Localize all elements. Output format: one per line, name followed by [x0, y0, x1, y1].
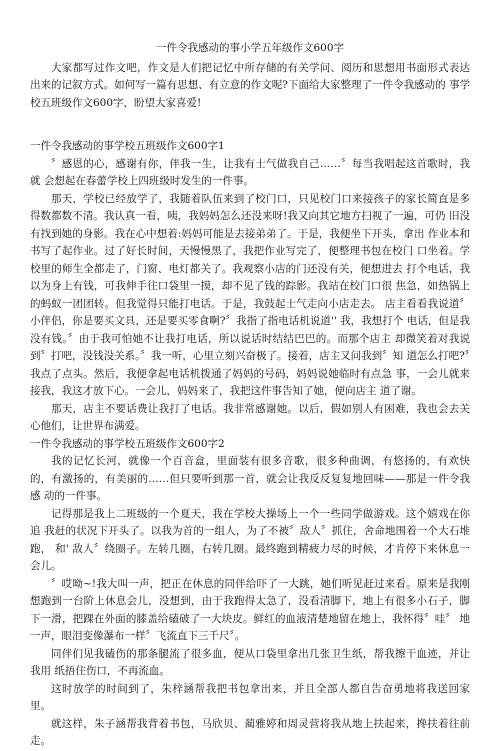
section-2-paragraph-4: 同伴们见我磕伤的那条腿流了很多血，便从口袋里拿出几张卫生纸，帮我擦干血迹，并让我用 纸捂住伤口，不再流血。: [30, 647, 470, 677]
intro-paragraph: 大家都写过作文吧，作文是人们把记忆中所存储的有关学问、阅历和思想用书面形式表达 出来的记叙方式。如何写一篇有思想、有立意的作文呢?下面给大家整理了一件令我感动的 事学校五班级作文600字，盼望大家喜爱!: [30, 61, 470, 109]
section-heading-2: 一件令我感动的事学校五班级作文600字2: [30, 437, 225, 450]
section-2-paragraph-3: 〞哎呦~!我大叫一声，把正在休息的同伴给吓了一大跳，她们听见赶过来看。原来是我刚 想跑到一台阶上休息会儿，没想到，由于我跑得太急了，没看清脚下，地上有很多小石子，脚下一滑，把踝在外面的膝盖给磕破了一大块皮。鲜红的血液清楚地留在地上，我怀得〞哇〞 地一声，眼泪变像瀑布一样〞飞流直下三千尺〞。: [30, 577, 470, 642]
section-gap: [30, 112, 470, 138]
section-1-paragraph-3: 那天，店主不要话费让我打了电话。我非常感谢她。以后，假如别人有困难，我也会去关 心他们，让世界布满爱。: [30, 402, 470, 432]
section-2-paragraph-2: 记得那是我上二班级的一个夏天，我在学校大操场上一个一些同学做游戏。这个嬉戏在你追 我赶的状况下开头了。以我为首的一组人，为了不被〞敌人〞抓住，舍命地围着一个大石堆跑， 和' 敌人〞绕圈子。左转几圈，右转几圈。最终跑到精疲力尽的时候，才肯停下来休息一会儿。: [30, 507, 470, 572]
section-1-paragraph-2: 那天，学校已经放学了，我随着队伍来到了校门口，只见校门口来接孩子的家长简直是多 得数都数不清。我认真一看，咦，我妈妈怎么还没来呀!我又向其它地方扫视了一遍，可仍 旧没有找到她的身影。我在心中想着:妈妈可能是去接弟弟了。于是，我便坐下开头，拿出 作业本和书写了起作业。过了好长时间，天慢慢黑了，我把作业写完了，便整理书包在校门 口坐着。学校里的师生全都走了，门窗、电灯都关了。我观察小店的门还没有关，便想进去 打个电话，我以为身上有钱，可我伸手往口袋里一摸，却不见了钱的踪影。我站在校门口很 焦急，如热锅上的蚂蚁一团团转。但我觉得只能打电话。于是，我鼓起士气走向小店走去。 店主看看我说道〞小伴侣，你是要买文具，还是要买零食啊?〞我指了指电话机说道'' 我，我想打个 电话，但是我没有钱。〞由于我可怕她不让我打电话，所以说话时结结巴巴的。而那个店主 却微笑着对我说到〞打吧，没钱没关系。〞我一听，心里立刻兴奋极了。接着，店主又问我到〞知 道怎么打吧?〞我点了点头。然后，我便拿起电话机拨通了妈妈的号码，妈妈说她临时有点急 事，一会儿就来接我，我这才放下心。一会儿，妈妈来了，我把这件事告知了她，便向店主 道了谢。: [30, 192, 470, 397]
section-2-paragraph-6: 就这样，朱子涵帮我背着书包，马欣贝、蔺雅婷和周灵营将我从地上扶起来，搀扶着往前 走。: [30, 717, 470, 747]
section-2-paragraph-1: 我的记忆长河，就像一个百音盒，里面装有很多音歌，很多种曲调，有悠扬的，有欢快的，有激扬的，有美丽的……但只要听到那一首，就会让我反反复复地回味——那是一件令我感 动的一件事。: [30, 455, 470, 502]
section-heading-1: 一件令我感动的事学校五班级作文600字1: [30, 140, 225, 152]
section-1-paragraph-1: 〞感恩的心，感谢有你，伴我一生，让我有士气做我自己……〞每当我唱起这首歌时，我就 会想起在春蕾学校上四班级时发生的一件事。: [30, 157, 470, 187]
section-2-paragraph-5: 这时放学的时间到了，朱梓涵帮我把书包拿出来，并且全部人都自告奋勇地将我送回家里。: [30, 682, 470, 712]
document-title: 一件令我感动的事小学五年级作文600字: [155, 42, 345, 54]
